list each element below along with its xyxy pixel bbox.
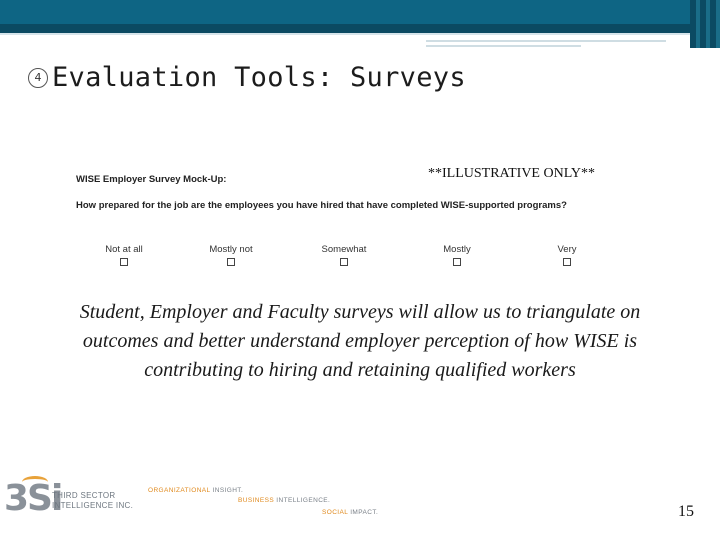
tagline-accent: BUSINESS	[238, 497, 275, 504]
tagline-accent: SOCIAL	[322, 509, 349, 516]
page-number: 15	[678, 503, 694, 520]
header-bar-light-band	[0, 33, 720, 35]
header-corner-stripes	[690, 0, 720, 48]
tagline-part	[322, 509, 378, 516]
survey-option-label: Very	[557, 244, 577, 255]
survey-option-checkbox[interactable]	[227, 258, 235, 266]
survey-option-somewhat	[304, 244, 384, 266]
survey-option-checkbox[interactable]	[453, 258, 461, 266]
header-accent-line	[426, 45, 581, 47]
survey-option-label: Mostly	[443, 244, 471, 255]
tagline-accent: ORGANIZATIONAL	[148, 487, 211, 494]
survey-option-checkbox[interactable]	[340, 258, 348, 266]
tagline-dark: IMPACT.	[348, 509, 379, 516]
tagline-part	[148, 487, 243, 494]
logo-name-line: THIRD SECTOR	[52, 491, 116, 500]
survey-question: How prepared for the job are the employees you have hired that have completed WISE-supported programs?	[76, 200, 567, 211]
illustrative-note: **ILLUSTRATIVE ONLY**	[428, 166, 595, 181]
survey-option-label: Somewhat	[321, 244, 367, 255]
survey-option-mostly-not	[191, 244, 271, 266]
survey-option-label: Mostly not	[209, 244, 253, 255]
header-bar	[0, 0, 720, 24]
slide-number-badge: 4	[28, 68, 48, 88]
slide-title-text: Evaluation Tools: Surveys	[52, 62, 466, 93]
survey-option-not-at-all	[84, 244, 164, 266]
logo-name-line: INTELLIGENCE INC.	[52, 501, 134, 510]
survey-mockup-heading: WISE Employer Survey Mock-Up:	[76, 174, 227, 185]
slide-title	[28, 62, 466, 93]
company-logo	[2, 474, 152, 524]
tagline-dark: INSIGHT.	[210, 487, 244, 494]
header-accent-line	[426, 40, 666, 42]
survey-option-checkbox[interactable]	[120, 258, 128, 266]
survey-option-mostly	[417, 244, 497, 266]
logo-mark: 3Si	[4, 478, 62, 519]
tagline-part	[238, 497, 330, 504]
survey-option-label: Not at all	[105, 244, 143, 255]
survey-option-checkbox[interactable]	[563, 258, 571, 266]
tagline-dark: INTELLIGENCE.	[274, 497, 331, 504]
slide-body-text: Student, Employer and Faculty surveys will allow us to triangulate on outcomes and better understand employer perception of how WISE is contributing to hiring and retaining qualified workers	[79, 301, 641, 381]
logo-name	[52, 491, 133, 511]
survey-mockup	[60, 158, 650, 273]
header-bar-dark-band	[0, 24, 720, 33]
survey-option-very	[527, 244, 607, 266]
